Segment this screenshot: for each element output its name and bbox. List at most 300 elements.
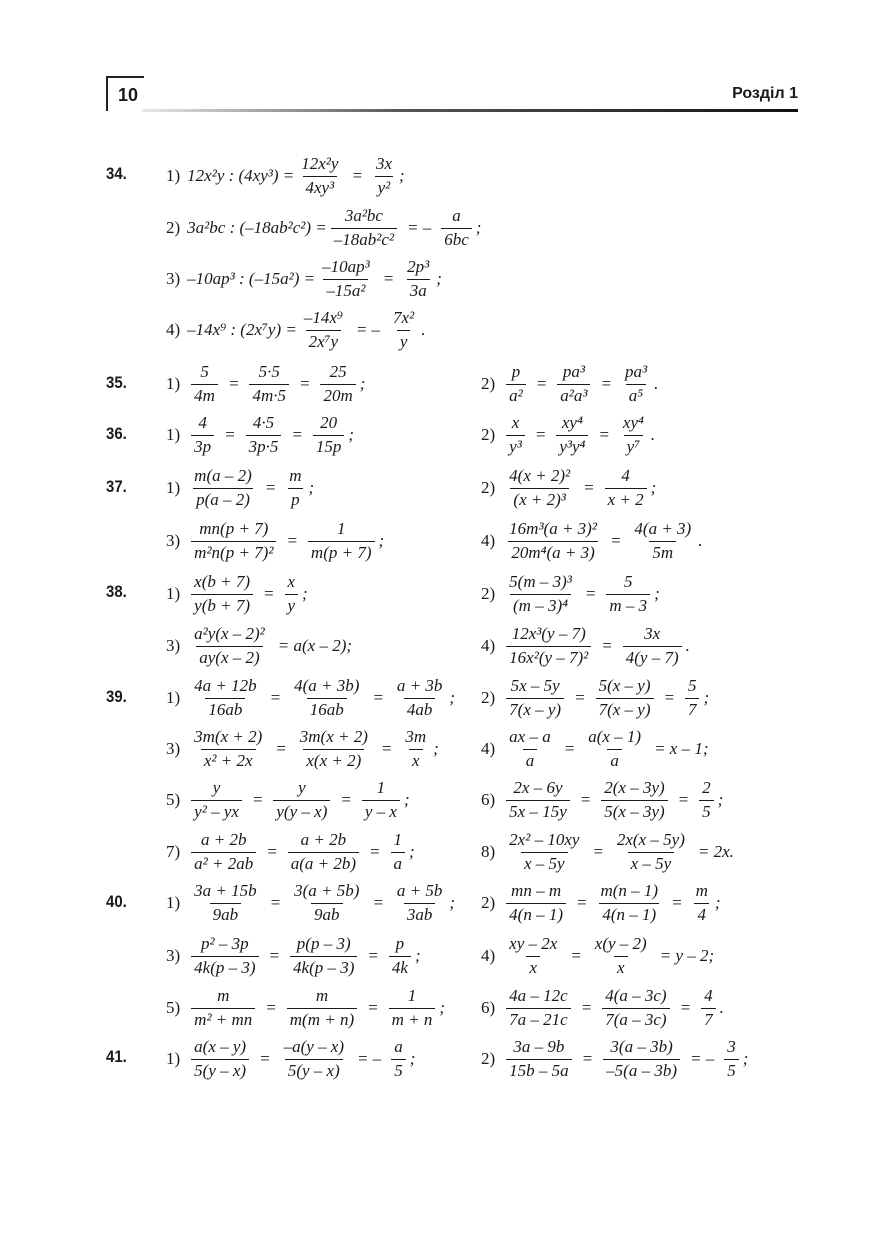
fraction [391,830,406,874]
solution-item [166,936,421,976]
fraction [597,881,661,925]
item-label: 6) [481,790,496,809]
expression-text: ; [742,1049,749,1068]
fraction [389,934,411,978]
fraction [605,466,647,510]
item-label: 4) [481,946,496,965]
denominator: y [285,594,299,616]
expression-text: ; [398,166,405,185]
numerator: a + 3b [396,676,443,696]
denominator: 4k [389,956,411,978]
expression-text: ; [308,478,315,497]
numerator: p(p – 3) [296,934,351,954]
fraction [191,1037,249,1081]
operator: = – [407,218,432,237]
fraction [191,881,259,925]
denominator: p [288,488,303,510]
fraction [331,206,397,250]
operator: = [563,739,576,758]
fraction [191,986,255,1030]
denominator: 5x – 15y [506,800,570,822]
operator: = [671,893,683,912]
item-label: 5) [166,790,181,809]
fraction [391,1037,406,1081]
numerator: 2x(x – 5y) [616,830,685,850]
denominator: 6bc [441,228,472,250]
item-label: 2) [166,218,181,237]
denominator: (x + 2)³ [510,488,568,510]
item-label: 2) [481,478,496,497]
item-label: 8) [481,842,496,861]
numerator: 4a + 12b [194,676,257,696]
solution-item [481,780,723,820]
page-number: 10 [118,85,139,105]
solution-item [481,832,740,872]
expression-text: . [698,531,703,550]
operator: = [259,1049,271,1068]
denominator: ay(x – 2) [196,646,262,668]
numerator: 1 [393,830,403,850]
numerator: p [511,362,521,382]
fraction [724,1037,739,1081]
expression-text: 12x²y : (4xy³) = [187,166,295,185]
operator: = [291,425,303,444]
numerator: x(b + 7) [194,572,251,592]
fraction [506,727,554,771]
fraction [506,676,564,720]
operator: = [224,425,236,444]
fraction [373,154,395,198]
denominator: 7 [701,1008,716,1030]
operator: = [679,998,692,1017]
numerator: –a(y – x) [283,1037,344,1057]
denominator: y³y⁴ [556,435,588,457]
denominator: a⁵ [626,384,646,406]
operator: = [275,739,287,758]
numerator: p² – 3p [201,934,249,954]
denominator: 15b – 5a [506,1059,572,1081]
numerator: –14x⁹ [303,308,343,328]
fraction [390,308,417,352]
fraction [298,154,341,198]
fraction [288,830,359,874]
expression-text: ; [403,790,410,809]
fraction [506,934,560,978]
operator: = [600,374,612,393]
denominator: y(y – x) [273,800,330,822]
denominator: m² + mn [191,1008,255,1030]
denominator: 4ab [404,698,436,720]
operator: = [534,425,547,444]
item-label: 2) [481,374,496,393]
denominator: a(a + 2b) [288,852,359,874]
fraction [592,934,650,978]
operator: = [570,946,582,965]
operator: = [535,374,548,393]
denominator: 3a [407,279,430,301]
fraction [362,778,400,822]
denominator: a² + 2ab [191,852,256,874]
solution-item [166,574,308,614]
solution-item [481,1039,748,1079]
fraction [191,778,242,822]
numerator: a + 2b [300,830,347,850]
operator: = [598,425,610,444]
expression-text: –10ap³ : (–15a²) = [187,269,316,288]
operator: = [583,478,595,497]
expression-text: . [654,374,659,393]
denominator: 4xy³ [303,176,338,198]
denominator: x² + 2x [201,749,256,771]
item-label: 2) [481,425,496,444]
numerator: 5 [200,362,209,382]
numerator: 4 [621,466,630,486]
fraction [291,881,362,925]
expression-text: ; [436,269,442,288]
denominator: y [397,330,411,352]
expression-text: 3a²bc : (–18ab²c²) = [187,218,327,237]
denominator: 5(x – 3y) [601,800,667,822]
denominator: 7(a – 3c) [602,1008,669,1030]
expression-text: ; [439,998,446,1017]
denominator: 2x⁷y [306,330,342,352]
numerator: 3m(x + 2) [194,727,263,747]
expression-text: . [719,998,724,1017]
expression-text: ; [414,946,421,965]
numerator: 4(a – 3c) [605,986,667,1006]
fraction [620,413,647,457]
header-rule [142,109,798,112]
fraction [191,519,276,563]
expression-text: ; [449,893,456,912]
denominator: 16ab [307,698,347,720]
solution-item [166,626,358,666]
numerator: x(y – 2) [594,934,647,954]
operator: = [227,374,240,393]
problem-number: 41. [106,1047,127,1066]
expression-text: –14x⁹ : (2x⁷y) = [187,320,297,339]
denominator: 3p·5 [246,435,282,457]
numerator: 25 [329,362,347,382]
numerator: x [287,572,296,592]
numerator: 7x² [393,308,415,328]
denominator: 5 [724,1059,739,1081]
denominator: x + 2 [605,488,647,510]
operator: = [584,584,597,603]
expression-text: . [650,425,656,444]
numerator: 2x² – 10xy [509,830,580,850]
problem-number: 35. [106,373,127,392]
fraction [291,676,362,720]
item-label: 7) [166,842,181,861]
fraction [506,362,526,406]
denominator: 5 [391,1059,406,1081]
expression-text: ; [302,584,308,603]
denominator: y² [375,176,394,198]
fraction [191,624,268,668]
denominator: a² [506,384,526,406]
fraction [506,413,525,457]
fraction [313,413,345,457]
denominator: 4m·5 [249,384,289,406]
denominator: 4m [191,384,218,406]
numerator: a [452,206,461,226]
denominator: 4(y – 7) [623,646,682,668]
operator: = [265,998,277,1017]
solution-item [166,729,439,769]
denominator: 20m [320,384,355,406]
operator: = [269,893,282,912]
denominator: a [391,852,406,874]
denominator: 5(y – x) [285,1059,343,1081]
fraction [285,572,299,616]
fraction [286,466,304,510]
numerator: 5·5 [258,362,280,382]
denominator: 3p [191,435,214,457]
fraction [623,624,682,668]
fraction [699,778,714,822]
denominator: x – 5y [521,852,568,874]
denominator: a [607,749,622,771]
numerator: xy⁴ [622,413,644,433]
numerator: 3a²bc [344,206,383,226]
solution-item [166,310,425,350]
item-label: 1) [166,688,181,707]
numerator: 4a – 12c [509,986,568,1006]
numerator: xy – 2x [509,934,558,954]
fraction [394,881,445,925]
denominator: 7(x – y) [596,698,654,720]
solution-item [166,208,481,248]
denominator: y – x [362,800,400,822]
solution-item [166,259,442,299]
fraction [319,257,373,301]
denominator: a [523,749,538,771]
numerator: 3(a – 3b) [610,1037,673,1057]
operator: = [367,946,379,965]
operator: = [264,478,277,497]
solution-item [166,468,314,508]
solution-item [481,988,724,1028]
fraction [506,624,591,668]
denominator: y³ [506,435,525,457]
operator: = [251,790,264,809]
expression-text: ; [348,425,355,444]
solution-item [481,574,660,614]
denominator: y² – yx [191,800,242,822]
operator: = [579,790,592,809]
operator: = [609,531,622,550]
numerator: 3 [727,1037,736,1057]
denominator: y⁷ [624,435,643,457]
operator: = [340,790,352,809]
solution-item [481,364,658,404]
numerator: 1 [407,986,417,1006]
numerator: 5 [687,676,697,696]
denominator: (m – 3)⁴ [510,594,571,616]
numerator: 3(a + 5b) [294,881,360,901]
fraction [596,676,654,720]
problem-number: 39. [106,687,127,706]
numerator: 5 [624,572,633,592]
operator: = [382,269,395,288]
operator: = a(x – 2); [277,636,353,655]
denominator: 4k(p – 3) [191,956,258,978]
expression-text: ; [409,1049,416,1068]
numerator: 2 [702,778,711,798]
numerator: 4(x + 2)² [509,466,571,486]
fraction [301,308,346,352]
solution-item [481,883,721,923]
numerator: a(x – y) [194,1037,247,1057]
operator: = [269,688,282,707]
page-header [106,76,798,112]
item-label: 1) [166,478,181,497]
operator: = [268,946,281,965]
solution-item [481,936,720,976]
fraction [603,1037,680,1081]
solution-item [481,468,656,508]
numerator: m(n – 1) [600,881,659,901]
numerator: 3m(x + 2) [299,727,368,747]
fraction [614,830,688,874]
expression-text: ; [650,478,657,497]
solution-item [481,521,702,561]
solution-item [481,729,715,769]
item-label: 1) [166,425,181,444]
denominator: p(a – 2) [193,488,253,510]
numerator: 12x³(y – 7) [511,624,586,644]
fraction [297,727,371,771]
numerator: 3m [405,727,427,747]
solution-item [481,626,690,666]
numerator: x [511,413,520,433]
item-label: 4) [481,531,496,550]
fraction [506,1037,572,1081]
numerator: 12x²y [301,154,339,174]
numerator: 3a + 15b [194,881,257,901]
numerator: 3x [644,624,661,644]
numerator: m [315,986,329,1006]
denominator: 16ab [205,698,245,720]
denominator: x [526,956,540,978]
denominator: 9ab [210,903,242,925]
fraction [273,778,330,822]
denominator: –15a² [323,279,368,301]
solution-item [481,678,709,718]
fraction [402,727,429,771]
denominator: x [614,956,628,978]
operator: = [677,790,690,809]
numerator: m [217,986,230,1006]
numerator: 4(a + 3b) [294,676,360,696]
numerator: mn – m [511,881,562,901]
denominator: –5(a – 3b) [603,1059,680,1081]
operator: = – [355,320,381,339]
fraction [506,986,571,1030]
item-label: 1) [166,893,181,912]
denominator: 7(x – y) [506,698,564,720]
denominator: 9ab [311,903,343,925]
numerator: 3a – 9b [513,1037,565,1057]
denominator: 4(n – 1) [599,903,659,925]
fraction [506,466,573,510]
numerator: 4(a + 3) [634,519,692,539]
item-label: 1) [166,584,181,603]
numerator: 4 [704,986,713,1006]
numerator: y [298,778,306,798]
problem-number: 38. [106,582,127,601]
fraction [320,362,355,406]
fraction [693,881,711,925]
numerator: 2(x – 3y) [604,778,665,798]
numerator: a + 2b [200,830,247,850]
section-title: Розділ 1 [732,85,798,102]
item-label: 2) [481,893,496,912]
numerator: mn(p + 7) [199,519,269,539]
solution-item [481,415,655,455]
operator: = [380,739,393,758]
denominator: 15p [313,435,345,457]
fraction [281,1037,347,1081]
numerator: 2p³ [407,257,430,277]
fraction [441,206,472,250]
problem-number: 37. [106,477,127,496]
numerator: 4 [198,413,207,433]
problem-number: 34. [106,164,127,183]
solution-item [166,883,455,923]
problem-number: 36. [106,424,127,443]
expression-text: ; [433,739,439,758]
operator: = [576,893,588,912]
solution-item [166,521,384,561]
numerator: 20 [320,413,338,433]
numerator: 3x [375,154,392,174]
operator: = [372,688,384,707]
expression-text: . [421,320,426,339]
fraction [601,778,667,822]
item-label: 4) [481,739,496,758]
fraction [308,519,375,563]
numerator: 5(m – 3)³ [509,572,572,592]
operator: = [592,842,604,861]
denominator: m(m + n) [287,1008,357,1030]
denominator: x [409,749,423,771]
operator: = 2x. [697,842,734,861]
operator: = – [357,1049,382,1068]
expression-text: ; [703,688,710,707]
fraction [287,986,357,1030]
fraction [191,934,258,978]
operator: = [266,842,278,861]
operator: = [351,166,363,185]
numerator: a(x – 1) [588,727,642,747]
page-number-box [106,76,144,111]
fraction [701,986,716,1030]
solution-item [166,1039,415,1079]
numerator: ax – a [509,727,551,747]
operator: = – [689,1049,715,1068]
operator: = [367,998,379,1017]
denominator: m + n [389,1008,436,1030]
expression-text: ; [654,584,660,603]
solution-item [166,988,445,1028]
fraction [506,830,582,874]
denominator: x(x + 2) [303,749,364,771]
expression-text: ; [717,790,724,809]
numerator: a²y(x – 2)² [194,624,265,644]
item-label: 1) [166,1049,181,1068]
